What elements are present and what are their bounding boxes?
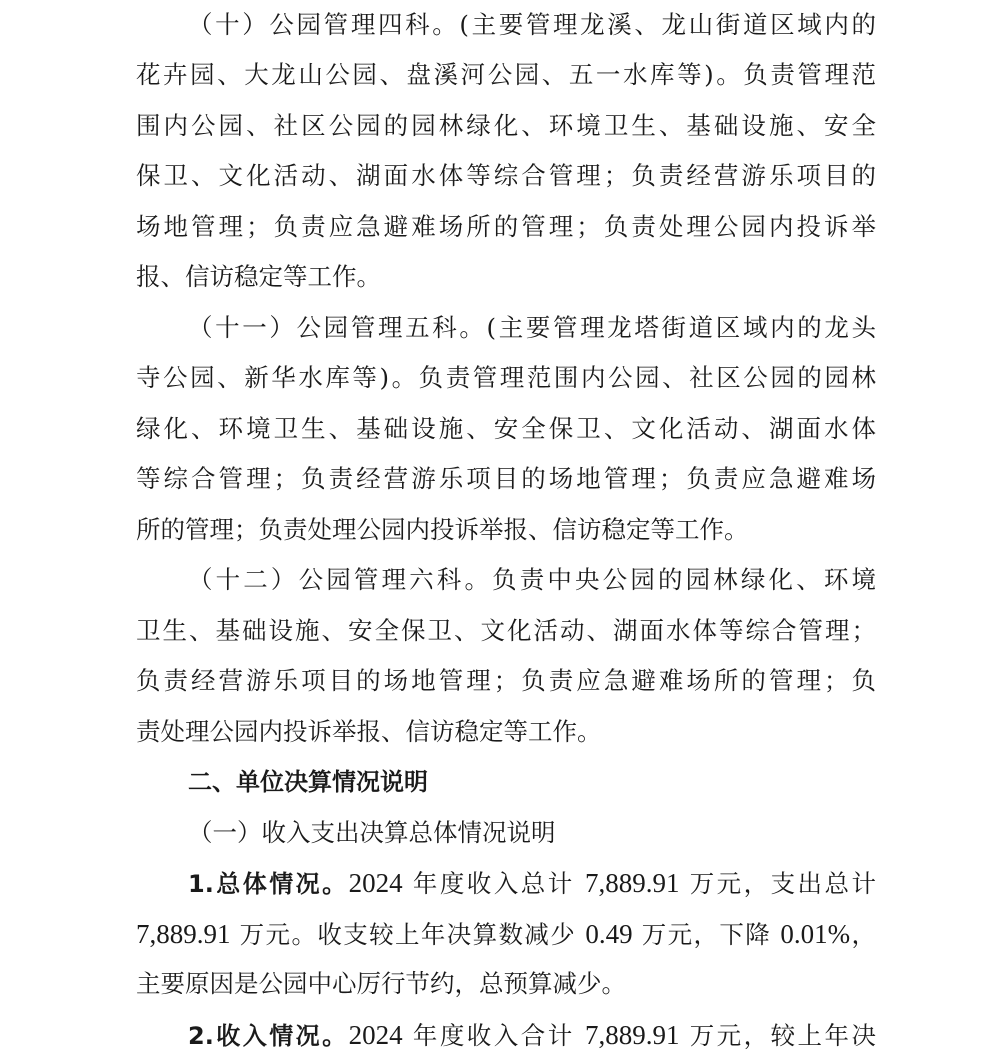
- paragraph-line: 保卫、文化活动、湖面水体等综合管理；负责经营游乐项目的: [136, 161, 876, 190]
- item2-text: 年度收入合计: [402, 1021, 585, 1050]
- item1-text: ，: [850, 920, 877, 949]
- item1-line3: 主要原因是公园中心厉行节约，总预算减少。: [136, 969, 626, 998]
- paragraph-line: 花卉园、大龙山公园、盘溪河公园、五一水库等)。负责管理范: [136, 60, 876, 89]
- paragraph-line: 报、信访稳定等工作。: [136, 262, 381, 291]
- item1-line1: [188, 858, 876, 908]
- item2-year: 2024: [348, 1020, 403, 1050]
- paragraph-line: 场地管理；负责应急避难场所的管理；负责处理公园内投诉举: [136, 212, 876, 241]
- item2-text: 万元，较上年决: [679, 1021, 876, 1050]
- paragraph-line: （十二）公园管理六科。负责中央公园的园林绿化、环境: [188, 565, 876, 594]
- paragraph-line: 绿化、环境卫生、基础设施、安全保卫、文化活动、湖面水体: [136, 414, 876, 443]
- item1-lead: 1.总体情况。: [188, 870, 349, 898]
- paragraph-line: 卫生、基础设施、安全保卫、文化活动、湖面水体等综合管理；: [136, 616, 876, 645]
- paragraph-line: 所的管理；负责处理公园内投诉举报、信访稳定等工作。: [136, 515, 749, 544]
- item1-text: 年度收入总计: [402, 869, 585, 898]
- item1-year: 2024: [348, 868, 403, 898]
- item1-percent: 0.01%: [780, 919, 851, 949]
- section-heading: 二、单位决算情况说明: [188, 768, 428, 796]
- paragraph-line: 寺公园、新华水库等)。负责管理范围内公园、社区公园的园林: [136, 363, 876, 392]
- item1-text: 万元，支出总计: [679, 869, 876, 898]
- item1-income-total: 7,889.91: [584, 868, 680, 898]
- item2-income-sum: 7,889.91: [584, 1020, 680, 1050]
- paragraph-line: 负责经营游乐项目的场地管理；负责应急避难场所的管理；负: [136, 666, 876, 695]
- paragraph-line: 等综合管理；负责经营游乐项目的场地管理；负责应急避难场: [136, 464, 876, 493]
- item1-expense-total: 7,889.91: [136, 919, 231, 949]
- paragraph-line: 围内公园、社区公园的园林绿化、环境卫生、基础设施、安全: [136, 111, 876, 140]
- paragraph-line: 责处理公园内投诉举报、信访稳定等工作。: [136, 717, 602, 746]
- item1-text: 万元，下降: [632, 920, 781, 949]
- subsection-heading: （一）收入支出决算总体情况说明: [188, 818, 556, 847]
- item2-lead: 2.收入情况。: [188, 1022, 349, 1050]
- item1-decrease: 0.49: [585, 919, 633, 949]
- item2-line1: [188, 1010, 876, 1060]
- paragraph-line: （十一）公园管理五科。(主要管理龙塔街道区域内的龙头: [188, 313, 876, 342]
- paragraph-line: （十）公园管理四科。(主要管理龙溪、龙山街道区域内的: [188, 10, 876, 39]
- item1-line2: [136, 909, 876, 959]
- item1-text: 万元。收支较上年决算数减少: [230, 920, 586, 949]
